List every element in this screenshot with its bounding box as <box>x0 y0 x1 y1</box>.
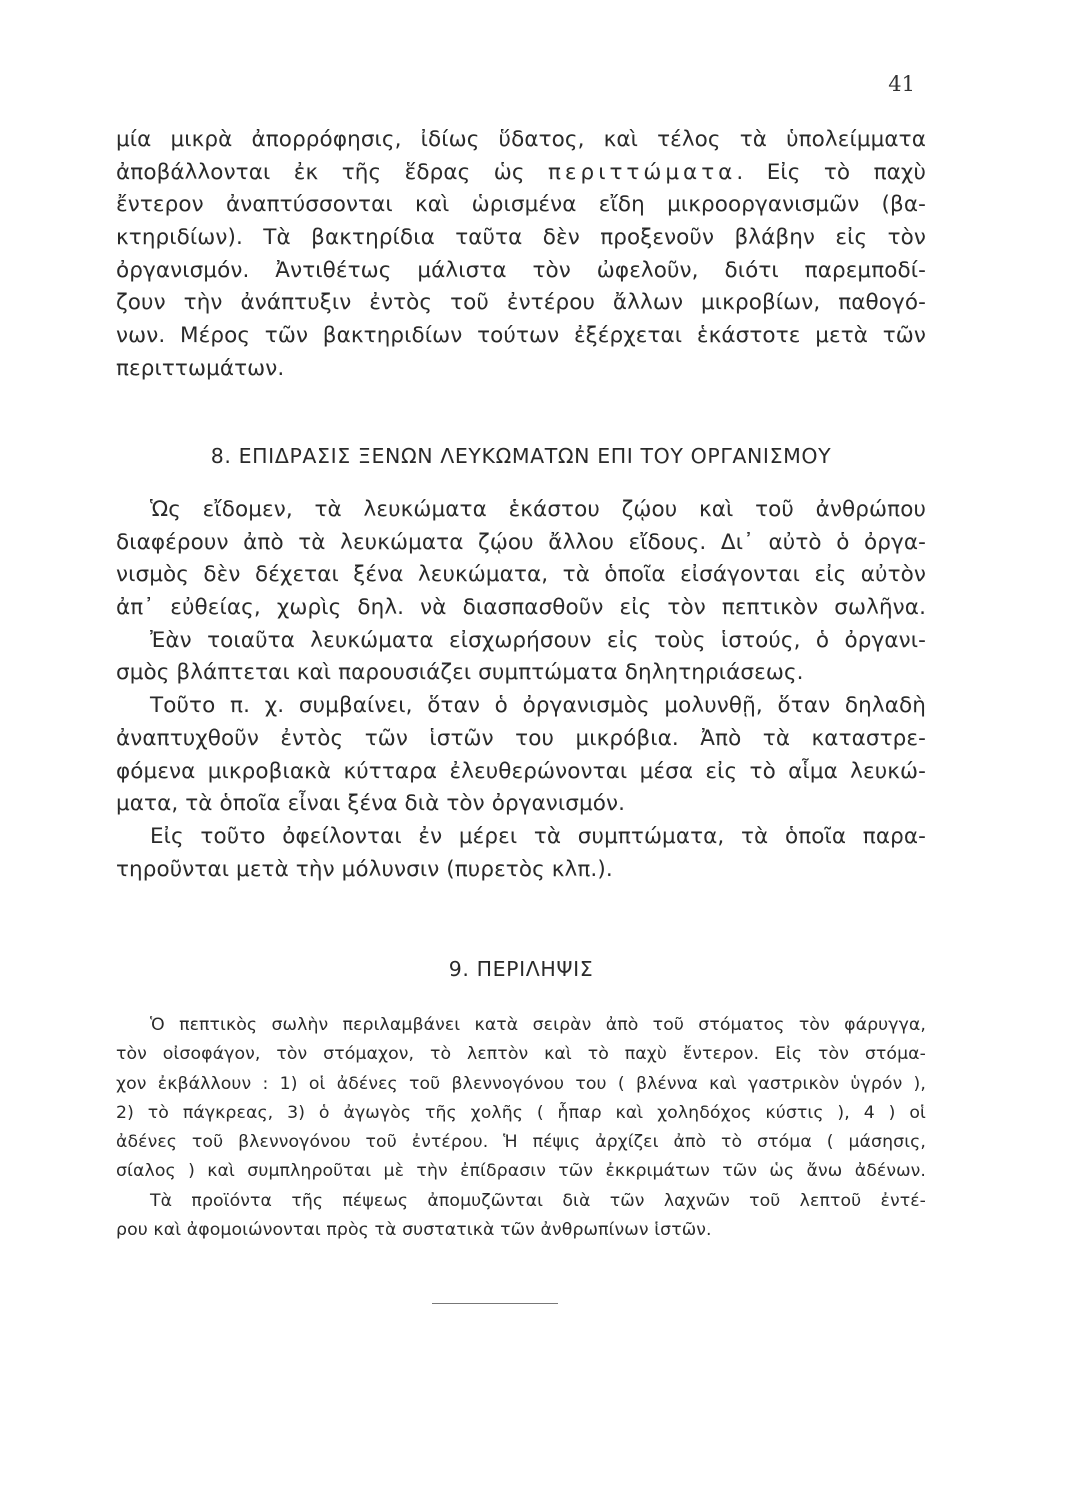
text-line: ρου καὶ ἀφομοιώνονται πρὸς τὰ συστατικὰ τῶν ἀνθρωπίνων ἱστῶν. <box>116 1220 712 1241</box>
summary-paragraph <box>116 1187 926 1246</box>
text-line: χον ἐκβάλλουν : 1) οἱ ἀδένες τοῦ βλεννογόνου του ( βλέννα καὶ γαστρικὸν ὑγρόν ), <box>116 1073 926 1094</box>
text-line: ματα, τὰ ὁποῖα εἶναι ξένα διὰ τὸν ὀργανισμόν. <box>116 791 626 817</box>
text-line: διαφέρουν ἀπὸ τὰ λευκώματα ζῴου ἄλλου εἴδους. Δι᾿ αὐτὸ ὁ ὀργα- <box>116 529 926 555</box>
text-line: Ὁ πεπτικὸς σωλὴν περιλαμβάνει κατὰ σειρὰν ἀπὸ τοῦ στόματος τὸν φάρυγγα, <box>150 1015 926 1035</box>
text-line: νων. Μέρος τῶν βακτηριδίων τούτων ἐξέρχεται ἑκάστοτε μετὰ τῶν <box>116 323 926 349</box>
text-line: τηροῦνται μετὰ τὴν μόλυνσιν (πυρετὸς κλπ.). <box>116 856 613 882</box>
text-line: ὀργανισμόν. Ἀντιθέτως μάλιστα τὸν ὠφελοῦν, διότι παρεμποδί- <box>116 257 926 283</box>
text-fragment: . Εἰς τὸ παχὺ <box>736 159 926 185</box>
text-line: 2) τὸ πάγκρεας, 3) ὁ ἀγωγὸς τῆς χολῆς ( ἧπαρ καὶ χοληδόχος κύστις ), 4 ) οἱ <box>116 1102 926 1123</box>
paragraph <box>116 690 926 821</box>
text-line: Ὡς εἴδομεν, τὰ λευκώματα ἑκάστου ζῴου καὶ τοῦ ἀνθρώπου <box>150 497 926 522</box>
text-line: Ἐὰν τοιαῦτα λευκώματα εἰσχωρήσουν εἰς τοὺς ἱστούς, ὁ ὀργανι- <box>150 627 926 653</box>
text-line: ἀδένες τοῦ βλεννογόνου τοῦ ἐντέρου. Ἡ πέψις ἀρχίζει ἀπὸ τὸ στόμα ( μάσησις, <box>116 1132 926 1153</box>
text-line: κτηριδίων). Τὰ βακτηρίδια ταῦτα δὲν προξενοῦν βλάβην εἰς τὸν <box>116 225 926 251</box>
paragraph <box>116 821 926 886</box>
footer-rule <box>432 1303 558 1304</box>
text-line: φόμενα μικροβιακὰ κύτταρα ἐλευθερώνονται μέσα εἰς τὸ αἷμα λευκώ- <box>116 758 926 784</box>
text-line: Τὰ προϊόντα τῆς πέψεως ἀπομυζῶνται διὰ τῶν λαχνῶν τοῦ λεπτοῦ ἐντέ- <box>150 1190 926 1211</box>
text-line: σμὸς βλάπτεται καὶ παρουσιάζει συμπτώματα δηλητηριάσεως. <box>116 660 804 686</box>
text-line: ἀναπτυχθοῦν ἐντὸς τῶν ἱστῶν του μικρόβια. Ἀπὸ τὰ καταστρε- <box>116 725 926 751</box>
section-9 <box>116 953 926 1245</box>
paragraph <box>116 625 926 690</box>
text-line: ἔντερον ἀναπτύσσονται καὶ ὡρισμένα εἴδη μικροοργανισμῶν (βα- <box>116 192 926 218</box>
text-line: ζουν τὴν ἀνάπτυξιν ἐντὸς τοῦ ἐντέρου ἄλλων μικροβίων, παθογό- <box>116 290 926 316</box>
continuation-paragraph <box>116 124 926 386</box>
text-line: σίαλος ) καὶ συμπληροῦται μὲ τὴν ἐπίδρασιν τῶν ἐκκριμάτων τῶν ὡς ἄνω ἀδένων. <box>116 1161 926 1182</box>
section-heading: 9. ΠΕΡΙΛΗΨΙΣ <box>448 957 594 981</box>
text-line: Τοῦτο π. χ. συμβαίνει, ὅταν ὁ ὀργανισμὸς μολυνθῇ, ὅταν δηλαδὴ <box>150 693 926 719</box>
paragraph <box>116 494 926 625</box>
text-line: ἀπ᾿ εὐθείας, χωρὶς δηλ. νὰ διασπασθοῦν εἰς τὸν πεπτικὸν σωλῆνα. <box>116 595 926 621</box>
section-heading: 8. ΕΠΙΔΡΑΣΙΣ ΞΕΝΩΝ ΛΕΥΚΩΜΑΤΩΝ ΕΠΙ ΤΟΥ ΟΡΓΑΝΙΣΜΟΥ <box>210 444 832 468</box>
text-line: νισμὸς δὲν δέχεται ξένα λευκώματα, τὰ ὁποῖα εἰσάγονται εἰς αὐτὸν <box>116 562 926 588</box>
text-line: τὸν οἰσοφάγον, τὸν στόμαχον, τὸ λεπτὸν καὶ τὸ παχὺ ἔντερον. Εἰς τὸν στόμα- <box>116 1044 926 1065</box>
text-fragment: ἀποβάλλονται ἐκ τῆς ἕδρας ὡς <box>116 159 548 185</box>
spaced-term: περιττώματα <box>547 159 737 185</box>
text-line: μία μικρὰ ἀπορρόφησις, ἰδίως ὕδατος, καὶ τέλος τὰ ὑπολείμματα <box>116 127 926 152</box>
page-number: 41 <box>888 72 915 96</box>
section-8 <box>116 440 926 886</box>
summary-paragraph <box>116 1011 926 1187</box>
text-line <box>116 157 926 190</box>
text-line: περιττωμάτων. <box>116 355 285 381</box>
text-line: Εἰς τοῦτο ὀφείλονται ἐν μέρει τὰ συμπτώματα, τὰ ὁποῖα παρα- <box>150 823 926 849</box>
